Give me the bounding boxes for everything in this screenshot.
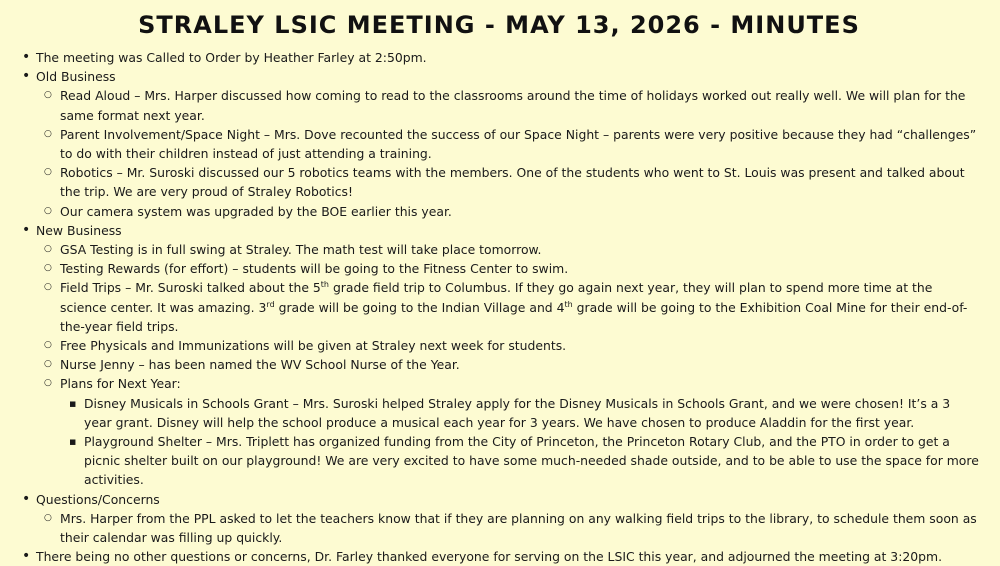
field-trips-text-2: grade field trip to Columbus. If they go again next year, they will plan to spend more time at the science center. It was amazing. 3 [60, 280, 933, 315]
field-trips-text-1: Field Trips – Mr. Suroski talked about the 5 [60, 280, 321, 296]
field-trips-item [42, 278, 980, 336]
questions-section [18, 490, 980, 548]
list-item: ○ Parent Involvement/Space Night – Mrs. Dove recounted the success of our Space Night – parents were very positive because they had “challenges” to do with their children instead of just attending a training. [42, 125, 980, 163]
ordinal-suffix: th [564, 299, 573, 309]
old-business-section [18, 67, 980, 221]
old-business-list [42, 86, 980, 220]
list-item: ▪ Disney Musicals in Schools Grant – Mrs. Suroski helped Straley apply for the Disney Musicals in Schools Grant, and we were chosen! It’s a 3 year grant. Disney will help the school produce a musical each year for 3 years. We have chosen to produce Aladdin for the first year. [66, 394, 980, 432]
list-item: ○ GSA Testing is in full swing at Straley. The math test will take place tomorrow. [42, 240, 980, 259]
plans-section [42, 374, 980, 489]
field-trips-text-3: grade will be going to the Indian Village and 4 [274, 299, 565, 315]
list-item: ○ Free Physicals and Immunizations will be given at Straley next week for students. [42, 336, 980, 355]
new-business-section [18, 221, 980, 490]
old-business-label: Old Business [36, 69, 116, 85]
list-item: ○ Robotics – Mr. Suroski discussed our 5 robotics teams with the members. One of the students who went to St. Louis was present and talked about the trip. We are very proud of Straley Robotics! [42, 163, 980, 201]
list-item: ○ Nurse Jenny – has been named the WV School Nurse of the Year. [42, 355, 980, 374]
plans-label: Plans for Next Year: [60, 376, 181, 392]
list-item: ○ Mrs. Harper from the PPL asked to let the teachers know that if they are planning on any walking field trips to the library, to schedule them soon as their calendar was filling up quickly. [42, 509, 980, 547]
page-title: STRALEY LSIC MEETING - MAY 13, 2026 - MINUTES [138, 11, 860, 39]
list-item: ○ Our camera system was upgraded by the BOE earlier this year. [42, 202, 980, 221]
adjourn-item: • There being no other questions or concerns, Dr. Farley thanked everyone for serving on the LSIC this year, and adjourned the meeting at 3:20pm. [18, 547, 980, 566]
plans-list [66, 394, 980, 490]
field-trips-text-4: grade will be going to the Exhibition Coal Mine for their end-of-the-year field trips. [60, 299, 968, 334]
questions-list [42, 509, 980, 547]
minutes-list [18, 48, 980, 566]
list-item: ○ Testing Rewards (for effort) – students will be going to the Fitness Center to swim. [42, 259, 980, 278]
call-to-order-item: • The meeting was Called to Order by Heather Farley at 2:50pm. [18, 48, 980, 67]
new-business-list [42, 240, 980, 490]
ordinal-suffix: rd [266, 299, 275, 309]
new-business-label: New Business [36, 222, 122, 238]
questions-label: Questions/Concerns [36, 491, 160, 507]
list-item: ○ Read Aloud – Mrs. Harper discussed how coming to read to the classrooms around the time of holidays worked out really well. We will plan for the same format next year. [42, 86, 980, 124]
ordinal-suffix: th [320, 280, 329, 290]
list-item: ▪ Playground Shelter – Mrs. Triplett has organized funding from the City of Princeton, the Princeton Rotary Club, and the PTO in order to get a picnic shelter built on our playground! We are very excited to have some much-needed shade outside, and to be able to use the space for more activities. [66, 432, 980, 490]
